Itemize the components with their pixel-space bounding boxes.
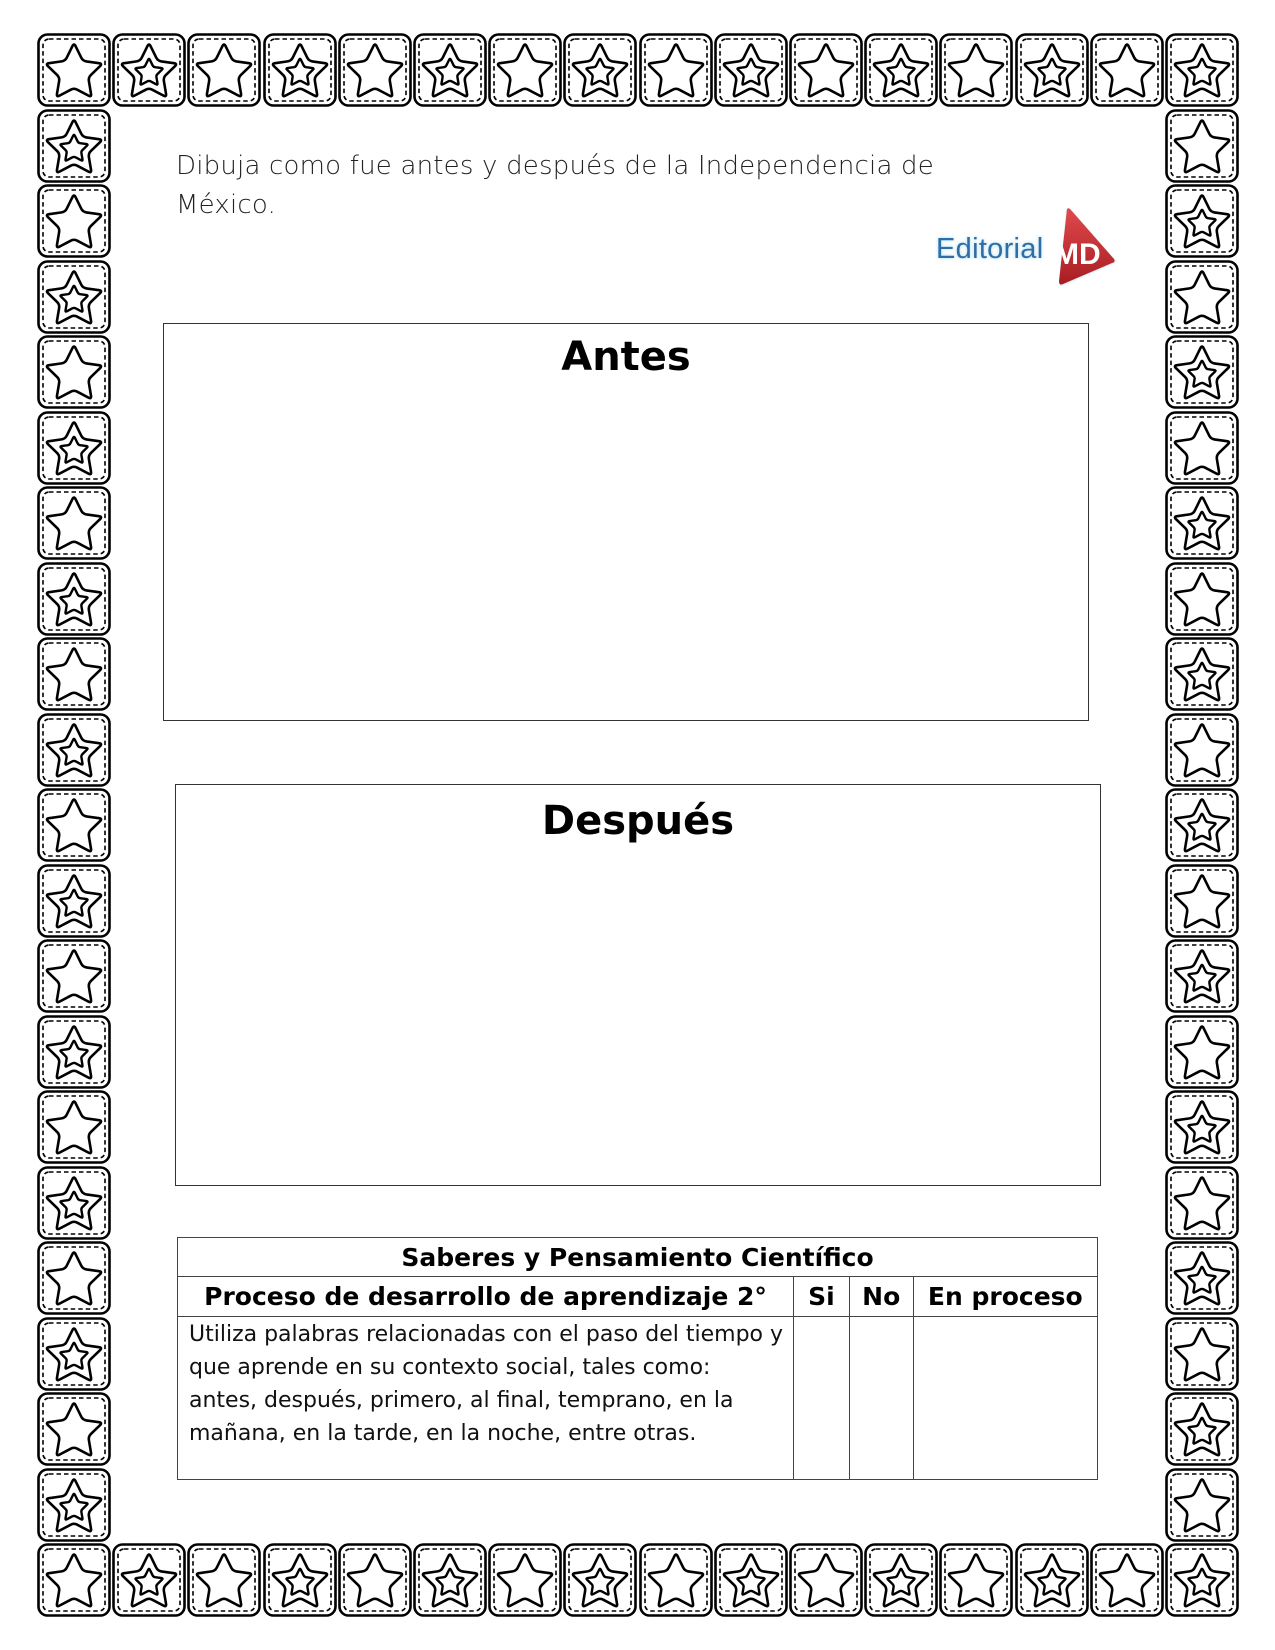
svg-text:MD: MD <box>1054 238 1101 271</box>
assessment-table <box>177 1237 1098 1480</box>
header-learning-process: Proceso de desarrollo de aprendizaje 2° <box>178 1277 794 1317</box>
double-star-icon <box>263 1543 337 1617</box>
double-star-icon <box>112 1543 186 1617</box>
double-star-icon <box>1165 335 1239 409</box>
star-icon <box>1165 1317 1239 1391</box>
double-star-icon <box>563 33 637 107</box>
double-star-icon <box>1165 33 1239 107</box>
header-en-proceso: En proceso <box>913 1277 1097 1317</box>
logo-text: Editorial <box>936 233 1044 265</box>
star-icon <box>187 33 261 107</box>
editorial-md-logo <box>930 200 1120 290</box>
star-icon <box>939 33 1013 107</box>
star-icon <box>37 1241 111 1315</box>
star-icon <box>1165 1015 1239 1089</box>
double-star-icon <box>714 33 788 107</box>
star-icon <box>37 1543 111 1617</box>
check-cell-si[interactable] <box>794 1317 850 1480</box>
star-icon <box>37 33 111 107</box>
double-star-icon <box>864 33 938 107</box>
star-icon <box>488 1543 562 1617</box>
check-cell-en-proceso[interactable] <box>913 1317 1097 1480</box>
double-star-icon <box>263 33 337 107</box>
double-star-icon <box>1165 1543 1239 1617</box>
star-icon <box>1165 864 1239 938</box>
star-icon <box>37 1090 111 1164</box>
double-star-icon <box>1165 1392 1239 1466</box>
star-icon <box>789 33 863 107</box>
star-icon <box>37 486 111 560</box>
table-header-row <box>178 1277 1098 1317</box>
double-star-icon <box>1165 939 1239 1013</box>
star-icon <box>1165 1166 1239 1240</box>
double-star-icon <box>37 1468 111 1542</box>
star-icon <box>488 33 562 107</box>
star-icon <box>1165 411 1239 485</box>
star-icon <box>37 637 111 711</box>
double-star-icon <box>1165 486 1239 560</box>
table-title: Saberes y Pensamiento Científico <box>178 1238 1098 1277</box>
header-no: No <box>849 1277 913 1317</box>
double-star-icon <box>37 864 111 938</box>
double-star-icon <box>1165 637 1239 711</box>
star-icon <box>1090 1543 1164 1617</box>
star-icon <box>1165 713 1239 787</box>
double-star-icon <box>413 33 487 107</box>
drawing-area-antes[interactable] <box>163 323 1089 721</box>
star-icon <box>338 1543 412 1617</box>
star-icon <box>939 1543 1013 1617</box>
double-star-icon <box>37 562 111 636</box>
star-icon <box>789 1543 863 1617</box>
table-row <box>178 1317 1098 1480</box>
double-star-icon <box>1015 1543 1089 1617</box>
star-icon <box>1165 260 1239 334</box>
double-star-icon <box>112 33 186 107</box>
double-star-icon <box>37 260 111 334</box>
double-star-icon <box>714 1543 788 1617</box>
instruction-text: Dibuja como fue antes y después de la Independencia de México. <box>176 151 934 220</box>
star-icon <box>37 788 111 862</box>
double-star-icon <box>37 1317 111 1391</box>
md-triangle-logo-icon <box>1052 206 1118 288</box>
star-icon <box>338 33 412 107</box>
check-cell-no[interactable] <box>849 1317 913 1480</box>
double-star-icon <box>37 1015 111 1089</box>
double-star-icon <box>1165 788 1239 862</box>
star-icon <box>37 939 111 1013</box>
star-icon <box>187 1543 261 1617</box>
learning-description: Utiliza palabras relacionadas con el paso del tiempo y que aprende en su contexto social, tales como: antes, después, primero, al final, temprano, en la mañana, en la tarde, en la noche, entre otras. <box>178 1317 794 1480</box>
header-si: Si <box>794 1277 850 1317</box>
double-star-icon <box>1165 1241 1239 1315</box>
star-icon <box>37 184 111 258</box>
star-icon <box>639 33 713 107</box>
star-icon <box>1165 109 1239 183</box>
double-star-icon <box>37 411 111 485</box>
star-icon <box>37 335 111 409</box>
star-icon <box>1165 1468 1239 1542</box>
antes-title: Antes <box>561 334 691 380</box>
double-star-icon <box>864 1543 938 1617</box>
double-star-icon <box>1015 33 1089 107</box>
double-star-icon <box>37 1166 111 1240</box>
star-icon <box>639 1543 713 1617</box>
despues-title: Después <box>541 798 735 844</box>
drawing-area-despues[interactable] <box>175 784 1101 1186</box>
double-star-icon <box>1165 184 1239 258</box>
double-star-icon <box>37 713 111 787</box>
double-star-icon <box>563 1543 637 1617</box>
double-star-icon <box>413 1543 487 1617</box>
double-star-icon <box>37 109 111 183</box>
double-star-icon <box>1165 1090 1239 1164</box>
star-icon <box>1090 33 1164 107</box>
star-icon <box>37 1392 111 1466</box>
star-icon <box>1165 562 1239 636</box>
